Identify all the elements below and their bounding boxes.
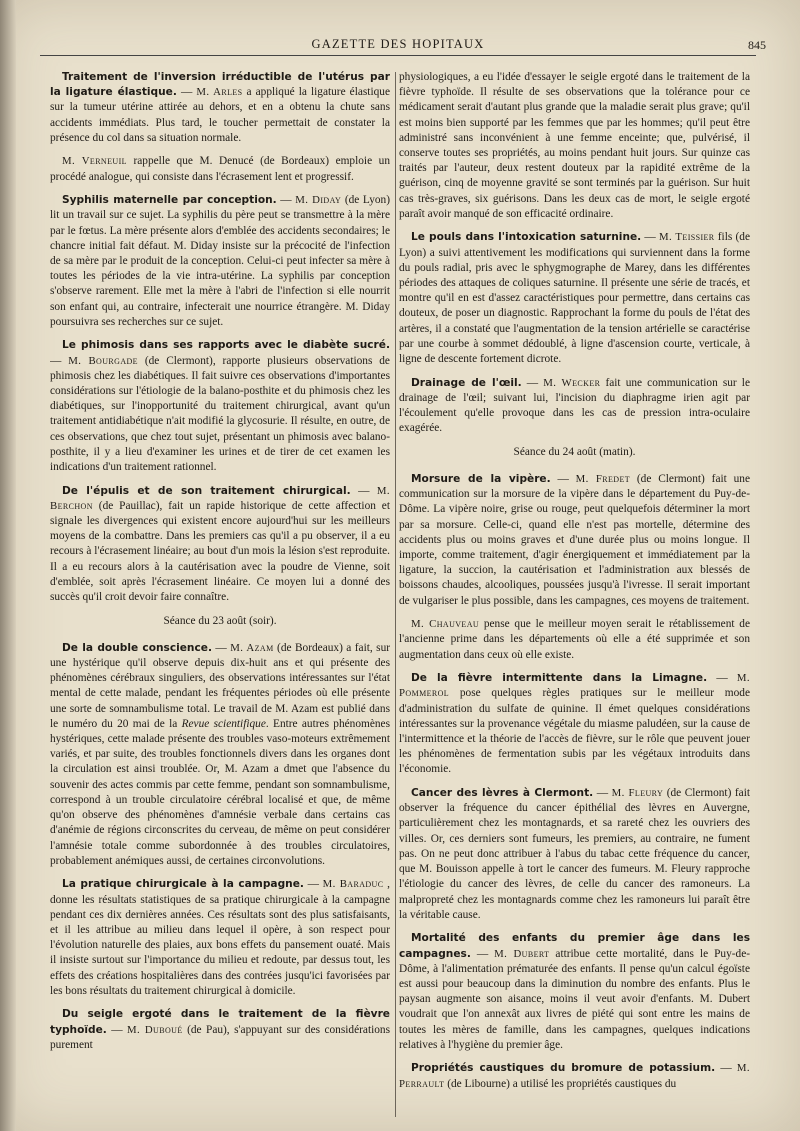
article-text: rappelle que M. Denucé (de Bordeaux) emploie un procédé analogue, qui consiste dans l'écrasement lent et progressif. <box>50 155 390 183</box>
article-author: M. Wecker <box>543 376 601 389</box>
article-paragraph: Drainage de l'œil. — M. Wecker fait une communication sur le drainage de l'œil; suivant lui, l'incision du diaphragme irien agit par l'écoulement qu'elle provoque dans les cas de pression intra-oculaire exagérée. <box>399 376 750 435</box>
article-text: pense que le meilleur moyen serait le rétablissement de l'ancienne prime dans les départements où elle a été supprimée et son augmentation dans ceux où elle existe. <box>399 618 750 661</box>
article-author: M. Duboué <box>127 1023 183 1036</box>
article-paragraph: Propriétés caustiques du bromure de potassium. — M. Perrault (de Libourne) a utilisé les propriétés caustiques du <box>399 1062 750 1090</box>
article-text: (de Bordeaux) a fait, sur une hystérique qu'il observe depuis dix-huit ans et qui présente des phénomènes cérébraux singuliers, des observations intéressantes sur l'état mental de cette malade, pendant les fréquentes périodes où elle présente une sorte de somnambulisme total. Le travail de M. Azam est publié dans le numéro du 20 mai de la <box>50 641 390 730</box>
article-author: M. Verneuil <box>62 155 127 168</box>
article-text: (de Pau), s'appuyant sur des considérations purement <box>50 1023 390 1051</box>
article-text: (de Libourne) a utilisé les propriétés caustiques du <box>447 1077 677 1090</box>
article-text: (de Clermont) fait observer la fréquence du cancer épithélial des lèvres en Auvergne, particulièrement chez les montagnards, et sa rareté chez les ouvriers des villes. Or, ces derniers sont fumeurs, les premiers, au contraire, ne fument pas. On ne peut donc attribuer à l'abus du tabac cette fréquence du cancer, que M. Bouisson appelle à tort le cancer des fumeurs. M. Fleury rapproche l'étiologie du cancer des lèvres, de celle du cancer des ramoneurs. La malpropreté chez les montagnards comme chez les ramoneurs lui paraît être la véritable cause. <box>399 787 750 921</box>
article-paragraph: Le pouls dans l'intoxication saturnine. — M. Teissier fils (de Lyon) a suivi attentivement les modifications qui surviennent dans la forme du pouls radial, pris avec le sphygmographe de Marey, dans les différentes périodes des attaques de coliques saturnine. Il présente une série de tracés, et montre qu'il en est d'assez caractéristiques pour permettre, dans certains cas douteux, de poser un diagnostic. Rapprochant la forme du pouls de l'état des artères, il a constaté que l'augmentation de la tension artérielle se caractérise par une courbe à sommet dédoublé, à ligne d'ascension courte, verticale, à ligne de descente fortement dicrote. <box>399 231 750 366</box>
article-text: (de Clermont) fait une communication sur la morsure de la vipère dans le département du Puy-de-Dôme. La vipère noire, grise ou rouge, peut quelquefois déterminer la mort par sa morsure. Celle-ci, quand elle n'est pas mortelle, détermine des accidents plus ou moins graves et d'une durée plus ou moins longue. Il importe, comme traitement, d'agir énergiquement et immédiatement par la ligature, la succion, la cautérisation et l'administration aux blessés de boissons chaudes, alcooliques, poussées jusqu'à l'ivresse. Il serait important de vulgariser le plus possible, dans les campagnes, ces moyens de traitement. <box>399 473 750 607</box>
column-divider <box>395 72 396 1117</box>
article-author: M. Azam <box>230 641 274 654</box>
article-paragraph: Mortalité des enfants du premier âge dans les campagnes. — M. Dubert attribue cette mortalité, dans le Puy-de-Dôme, à l'alimentation prématurée des enfants. Il pense qu'un calcul égoïste est aussi pour beaucoup dans la diminution du nombre des enfants. Plus le paysan augmente son aisance, moins il veut avoir d'enfants. M. Dubert voudrait que l'on annexât aux livres de piété qui sont entre les mains de toutes les mères de famille, dans les campagnes, quelques indications relatives à l'hygiène du premier âge. <box>399 932 750 1051</box>
article-title: Drainage de l'œil. <box>411 376 522 389</box>
article-title: De la fièvre intermittente dans la Limagne. <box>411 672 708 685</box>
article-author: M. Bourgade <box>68 354 138 367</box>
article-paragraph: La pratique chirurgicale à la campagne. — M. Baraduc , donne les résultats statistiques de sa pratique chirurgicale à la campagne pendant ces dix dernières années. Ces résultats sont des plus satisfaisants, et il les attribue au milieu dans lequel il opère, à son respect pour l'évolution naturelle des plaies, aux bons effets du pansement ouaté. Mais il insiste surtout sur l'importance du milieu et redoute, par dessus tout, les effets des créations hospitalières dans des contrées jusqu'ici favorisées par les bons résultats du traitement chirurgical à domicile. <box>50 878 390 997</box>
article-text-cont: . Entre autres phénomènes hystériques, cette malade présente des troubles vaso-moteurs extrêmement variés, et par suite, des troubles fonctionnels divers dans les organes dont la circulation est ainsi troublée. Or, M. Azam a dmet que l'absence du souvenir des actes commis par cette femme, pendant son somnambulisme, correspond à un trouble circulatoire cérébral localisé et que, de même qu'on observe des phénomènes d'amnésie verbale dans certains cas d'anémie de régions circonscrites du cerveau, de même on peut considérer l'amnésie totale comme subordonnée à des troubles circulatoires, probablement anémiques aussi, de certaines circonvolutions. <box>50 717 390 867</box>
article-paragraph: De la double conscience. — M. Azam (de Bordeaux) a fait, sur une hystérique qu'il observe depuis dix-huit ans et qui présente des phénomènes cérébraux singuliers, des observations intéressantes sur l'état mental de cette malade, pendant les fréquentes périodes où elle présente une sorte de somnambulisme total. Le travail de M. Azam est publié dans le numéro du 20 mai de la Revue scientifique. Entre autres phénomènes hystériques, cette malade présente des troubles vaso-moteurs extrêmement variés, et par suite, des troubles fonctionnels divers dans les organes dont la circulation est ainsi troublée. Or, M. Azam a dmet que l'absence du souvenir des actes commis par cette femme, pendant son somnambulisme, correspond à un trouble circulatoire cérébral localisé et que, de même qu'on observe des phénomènes d'amnésie verbale dans certains cas d'anémie de régions circonscrites du cerveau, de même on peut considérer l'amnésie totale comme subordonnée à des troubles circulatoires, probablement anémiques aussi, de certaines circonvolutions. <box>50 641 390 867</box>
session-heading: Séance du 23 août (soir). <box>163 614 277 627</box>
article-text: pose quelques règles pratiques sur le meilleur mode d'administration du sulfate de quinine. Il émet quelques considérations intéressantes sur la provenance végétale du miasme paludéen, sur la cause de l'intermittence et la théorie de l'accès de fièvre, sur le rôle que peuvent jouer les phénomènes de fermentation subis par les végétaux introduits dans l'économie. <box>399 687 750 776</box>
article-text: attribue cette mortalité, dans le Puy-de-Dôme, à l'alimentation prématurée des enfants. Il pense qu'un calcul égoïste est aussi pour beaucoup dans la diminution du nombre des enfants. Plus le paysan augmente son aisance, moins il veut avoir d'enfants. M. Dubert voudrait que l'on annexât aux livres de piété qui sont entre les mains de toutes les mères de famille, dans les campagnes, quelques indications relatives à l'hygiène du premier âge. <box>399 947 750 1051</box>
article-title: Le phimosis dans ses rapports avec le diabète sucré. <box>62 339 390 352</box>
article-text: (de Pauillac), fait un rapide historique de cette affection et signale les divergences qui existent encore aujourd'hui sur les meilleurs moyens de la combattre. Dans les premiers cas qu'il a pu observer, il a eu recours à l'écrasement linéaire; au bout d'un mois la lésion s'est reproduite. Il a eu recours alors à la cautérisation avec la poudre de Vienne, soit d'emblée, soit après l'écrasement linéaire. Ce moyen lui a donné des succès qu'il croit devoir faire connaître. <box>50 499 390 604</box>
article-paragraph: Syphilis maternelle par conception. — M. Diday (de Lyon) lit un travail sur ce sujet. La syphilis du père peut se transmettre à la mère par le fœtus. La mère présente alors d'emblée des accidents secondaires; le chancre initial fait défaut. M. Diday insiste sur la précocité de l'infection de sa mère par le produit de la conception. Celui-ci peut infecter sa mère à toutes les périodes de la vie intra-utérine. La syphilis par conception s'observe rarement. Elle met la mère à l'abri de l'infection si elle nourrit son enfant qui, au contraire, infecterait une nourrice étrangère. M. Diday poursuivra ses recherches sur ce sujet. <box>50 194 390 328</box>
article-author: M. Dubert <box>494 947 550 960</box>
article-text: a appliqué la ligature élastique sur la tumeur utérine attirée au dehors, et en a obtenu la chute sans accidents immédiats. Plus tard, le toucher permettait de constater la présence du col dans sa situation normale. <box>50 86 390 144</box>
article-paragraph: Du seigle ergoté dans le traitement de la fièvre typhoïde. — M. Duboué (de Pau), s'appuyant sur des considérations purement <box>50 1008 390 1051</box>
article-author: M. Fredet <box>575 473 631 486</box>
article-paragraph: Morsure de la vipère. — M. Fredet (de Clermont) fait une communication sur la morsure de la vipère dans le département du Puy-de-Dôme. La vipère noire, grise ou rouge, peut quelquefois déterminer la mort par sa morsure. Celle-ci, quand elle n'est pas mortelle, détermine des accidents plus ou moins graves et d'une durée plus ou moins longue. Il importe, comme traitement, d'agir énergiquement et immédiatement par la ligature, la succion, la cautérisation et l'administration aux blessés de boissons chaudes, alcooliques, poussées jusqu'à l'ivresse. Il serait important de vulgariser le plus possible, dans les campagnes, ces moyens de traitement. <box>399 473 750 607</box>
article-paragraph: Traitement de l'inversion irréductible de l'utérus par la ligature élastique. — M. Arles a appliqué la ligature élastique sur la tumeur utérine attirée au dehors, et en a obtenu la chute sans accidents immédiats. Plus tard, le toucher permettait de constater la présence du col dans sa situation normale. <box>50 71 390 144</box>
article-text: fait une communication sur le drainage de l'œil; suivant lui, l'incision du diaphragme irien agit par l'écoulement qu'elle provoque dans les cas de pression intra-oculaire exagérée. <box>399 376 750 435</box>
journal-title: GAZETTE DES HOPITAUX <box>311 37 485 51</box>
article-author: M. Perrault <box>399 1062 750 1090</box>
article-text: (de Clermont), rapporte plusieurs observations de phimosis chez les diabétiques. Il fait suivre ces observations d'importantes considérations sur l'étiologie de la balano-posthite et du phimosis chez les diabétiques, sur l'inopportunité du traitement chirurgical, avant qu'un traitement antidiabétique n'ait modifié la glycosurie. Il résulte, en outre, de ces observations, que chez tout sujet, présentant un phimosis avec balano-posthite, il y a lieu d'examiner les urines et de tirer de cet examen les indications d'un traitement rationnel. <box>50 354 390 474</box>
article-title: Mortalité des enfants du premier âge dans les campagnes. <box>399 932 750 960</box>
article-paragraph: Cancer des lèvres à Clermont. — M. Fleury (de Clermont) fait observer la fréquence du cancer épithélial des lèvres en Auvergne, particulièrement chez les montagnards, et sa rareté chez les ouvriers des villes. Or, ces derniers sont fumeurs, les premiers, au contraire, ne fument pas. On ne peut donc attribuer à l'abus du tabac cette fréquence du cancer, que M. Bouisson appelle à tort le cancer des fumeurs. M. Fleury rapproche l'étiologie du cancer des lèvres, de celle du cancer des ramoneurs. La malpropreté chez les montagnards comme chez les ramoneurs lui paraît être la véritable cause. <box>399 787 750 921</box>
article-title: Le pouls dans l'intoxication saturnine. <box>411 231 642 244</box>
article-title: Propriétés caustiques du bromure de potassium. <box>411 1062 716 1075</box>
left-column <box>50 70 390 1125</box>
article-title: De l'épulis et de son traitement chirurgical. <box>62 484 351 497</box>
article-author: M. Berchon <box>50 484 390 512</box>
article-author: M. Arles <box>196 86 243 99</box>
page-binding-shadow <box>0 0 16 1131</box>
article-title: La pratique chirurgicale à la campagne. <box>62 878 304 891</box>
article-title: Du seigle ergoté dans le traitement de la fièvre typhoïde. <box>50 1008 390 1036</box>
article-title: Traitement de l'inversion irréductible de l'utérus par la ligature élastique. <box>50 71 390 99</box>
article-paragraph: De l'épulis et de son traitement chirurgical. — M. Berchon (de Pauillac), fait un rapide historique de cette affection et signale les divergences qui existent encore aujourd'hui sur les meilleurs moyens de la combattre. Dans les premiers cas qu'il a pu observer, il a eu recours à l'écrasement linéaire; au bout d'un mois la lésion s'est reproduite. Il a eu recours alors à la cautérisation avec la poudre de Vienne, soit d'emblée, soit après l'écrasement linéaire. Ce moyen lui a donné des succès qu'il croit devoir faire connaître. <box>50 484 390 604</box>
article-paragraph: De la fièvre intermittente dans la Limagne. — M. Pommerol pose quelques règles pratiques sur le meilleur mode d'administration du sulfate de quinine. Il émet quelques considérations intéressantes sur la provenance végétale du miasme paludéen, sur la cause de l'intermittence et la théorie de l'accès de fièvre, sur le rôle que peuvent jouer les phénomènes de fermentation subis par les végétaux introduits dans l'économie. <box>399 672 750 776</box>
article-title: Morsure de la vipère. <box>411 473 551 486</box>
article-text: fils (de Lyon) a suivi attentivement les modifications qui surviennent dans la forme du pouls radial, pris avec le sphygmographe de Marey, dans les différentes périodes des attaques de coliques saturnine. Il présente une série de tracés, et montre qu'il en est d'assez caractéristiques pour permettre, dans certains cas douteux, de poser un diagnostic. Rapprochant la forme du pouls de l'état des artères, il a constaté que l'augmentation de la tension artérielle se caractérise par une courbe à sommet dédoublé, à ligne d'ascension courte, verticale, à ligne de descente fortement dicrote. <box>399 231 750 366</box>
article-title: De la double conscience. <box>62 641 212 654</box>
article-paragraph <box>50 154 390 184</box>
article-title: Cancer des lèvres à Clermont. <box>411 787 594 800</box>
article-author: M. Baraduc <box>322 878 384 891</box>
article-author: M. Chauveau <box>411 618 480 631</box>
article-paragraph <box>399 617 750 663</box>
page-number: 845 <box>748 38 766 52</box>
right-column <box>399 70 750 1125</box>
page-header <box>40 34 766 56</box>
article-author: M. Pommerol <box>399 672 750 700</box>
italic-reference: Revue scientifique <box>181 717 266 730</box>
article-text: , donne les résultats statistiques de sa pratique chirurgicale à la campagne pendant ces dix dernières années. Ces résultats sont des plus satisfaisants, et il les attribue au milieu dans lequel il opère, à son respect pour l'évolution naturelle des plaies, aux bons effets du pansement ouaté. Mais il insiste surtout sur l'importance du milieu et redoute, par dessus tout, les effets des créations hospitalières dans des contrées jusqu'ici favorisées par les bons résultats du traitement chirurgical à domicile. <box>50 878 390 997</box>
article-author: M. Diday <box>295 194 342 207</box>
article-author: M. Teissier <box>659 231 715 244</box>
header-rule <box>40 55 756 56</box>
article-text: physiologiques, a eu l'idée d'essayer le seigle ergoté dans le traitement de la fièvre typhoïde. Il résulte de ses observations que la tolérance pour ce médicament serait d'autant plus grande que la maladie serait plus grave; qu'il est moins bien supporté par les femmes que par les hommes; qu'il peut être administré sans inconvénient à une femme enceinte; que, pulvérisé, il conserve toutes ses propriétés, au moins pendant huit jours. Sur quinze cas traités par l'auteur, deux restent douteux par la rapidité extrême de la guérison, cinq de moyenne gravité se sont terminés par la guérison. Sur huit cas très-graves, six guérisons. Dans les deux cas de mort, le seigle ergoté paraît avoir manqué de son efficacité ordinaire. <box>399 71 750 220</box>
article-text: (de Lyon) lit un travail sur ce sujet. La syphilis du père peut se transmettre à la mère par le fœtus. La mère présente alors d'emblée des accidents secondaires; le chancre initial fait défaut. M. Diday insiste sur la précocité de l'infection de sa mère par le produit de la conception. Celui-ci peut infecter sa mère à toutes les périodes de la vie intra-utérine. La syphilis par conception s'observe rarement. Elle met la mère à l'abri de l'infection si elle nourrit son enfant qui, au contraire, infecterait une nourrice étrangère. M. Diday poursuivra ses recherches sur ce sujet. <box>50 194 390 328</box>
article-title: Syphilis maternelle par conception. <box>62 194 277 207</box>
article-paragraph <box>399 70 750 222</box>
article-paragraph: Le phimosis dans ses rapports avec le diabète sucré. — M. Bourgade (de Clermont), rapporte plusieurs observations de phimosis chez les diabétiques. Il fait suivre ces observations d'importantes considérations sur l'étiologie de la balano-posthite et du phimosis chez les diabétiques, sur l'inopportunité du traitement chirurgical, avant qu'un traitement antidiabétique n'ait modifié la glycosurie. Il résulte, en outre, de ces observations, que chez tout sujet, présentant un phimosis avec balano-posthite, il y a lieu d'examiner les urines et de tirer de cet examen les indications d'un traitement rationnel. <box>50 339 390 474</box>
session-heading: Séance du 24 août (matin). <box>513 445 636 458</box>
article-author: M. Fleury <box>611 787 664 800</box>
